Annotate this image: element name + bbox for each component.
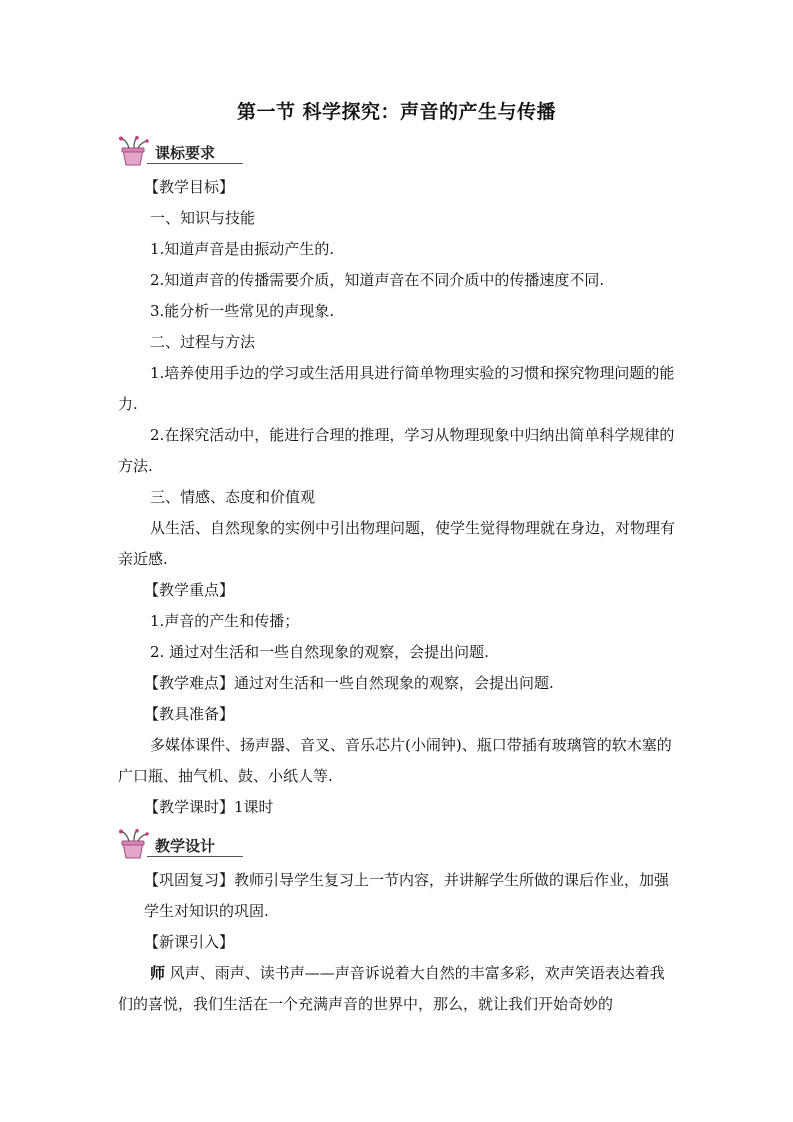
duration-heading: 【教学课时】 (144, 798, 235, 816)
difficulty-text: 通过对生活和一些自然现象的观察，会提出问题. (234, 674, 554, 692)
knowledge-heading: 一、知识与技能 (150, 209, 256, 227)
section-header-label: 课标要求 (155, 144, 216, 162)
intro-speaker: 师 (150, 964, 166, 982)
review-line (118, 865, 678, 927)
materials-text: 多媒体课件、扬声器、音叉、音乐芯片(小闹钟)、瓶口带插有玻璃管的软木塞的广口瓶、抽气机、鼓、小纸人等. (118, 736, 672, 785)
page-title: 第一节 科学探究：声音的产生与传播 (236, 101, 557, 123)
duration-text: 1课时 (234, 798, 274, 816)
section-header-teaching-design (117, 829, 247, 859)
process-item: 2.在探究活动中，能进行合理的推理，学习从物理现象中归纳出简单科学规律的方法. (118, 426, 675, 475)
difficulty-line (118, 668, 678, 699)
emotion-heading: 三、情感、态度和价值观 (150, 488, 316, 506)
flower-pot-icon (117, 829, 151, 859)
difficulty-heading: 【教学难点】 (144, 674, 235, 692)
materials-heading: 【教具准备】 (144, 705, 235, 723)
duration-line (118, 792, 678, 823)
review-heading: 【巩固复习】 (144, 871, 235, 889)
process-item: 1.培养使用手边的学习或生活用具进行简单物理实验的习惯和探究物理问题的能力. (118, 364, 675, 413)
teaching-design-content (118, 865, 678, 1020)
knowledge-item: 1.知道声音是由振动产生的. (150, 240, 335, 258)
emotion-text: 从生活、自然现象的实例中引出物理问题，使学生觉得物理就在身边，对物理有亲近感. (118, 519, 676, 568)
knowledge-item: 3.能分析一些常见的声现象. (150, 302, 335, 320)
section-header-underline (147, 856, 243, 857)
key-point-item: 2. 通过对生活和一些自然现象的观察，会提出问题. (150, 643, 489, 661)
key-points-heading: 【教学重点】 (144, 581, 235, 599)
intro-paragraph (118, 958, 678, 1020)
process-heading: 二、过程与方法 (150, 333, 256, 351)
review-text: 教师引导学生复习上一节内容，并讲解学生所做的课后作业，加强学生对知识的巩固. (144, 871, 670, 920)
section-header-label: 教学设计 (155, 837, 216, 855)
section-header-curriculum (117, 136, 247, 166)
knowledge-item: 2.知道声音的传播需要介质，知道声音在不同介质中的传播速度不同. (150, 271, 605, 289)
flower-pot-icon (117, 136, 151, 166)
goals-heading: 【教学目标】 (144, 178, 235, 196)
key-point-item: 1.声音的产生和传播； (150, 612, 300, 630)
intro-heading: 【新课引入】 (144, 933, 235, 951)
section-header-underline (147, 163, 243, 164)
curriculum-content (118, 172, 678, 823)
intro-text: 风声、雨声、读书声——声音诉说着大自然的丰富多彩，欢声笑语表达着我们的喜悦，我们生活在一个充满声音的世界中，那么，就让我们开始奇妙的 (118, 964, 665, 1013)
